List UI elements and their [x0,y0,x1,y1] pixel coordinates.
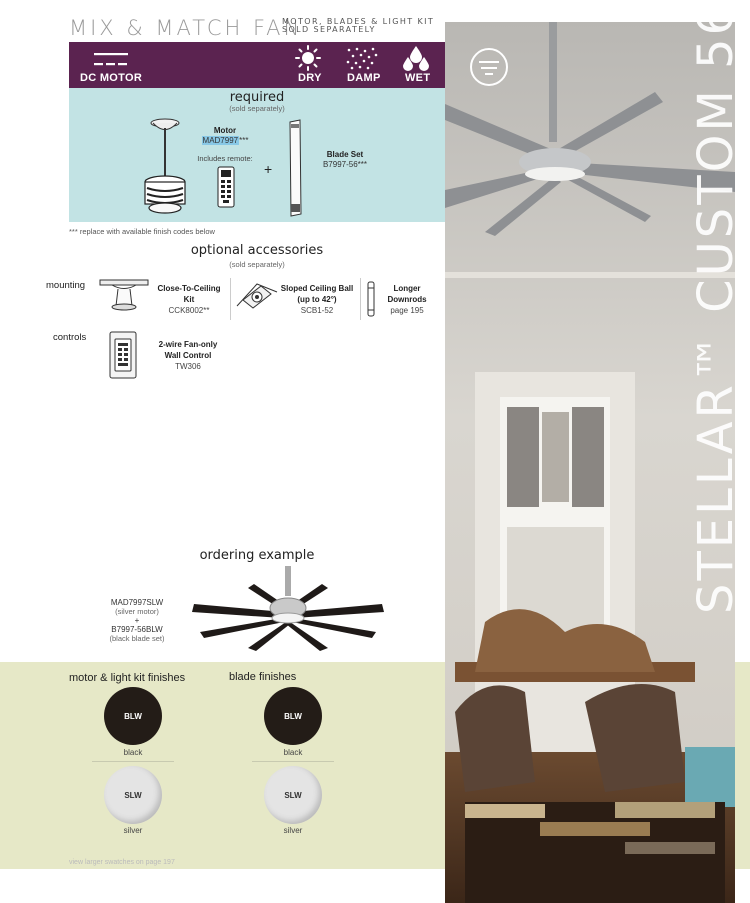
damp-icon [345,46,379,70]
remote-label: Includes remote: [197,154,253,163]
ordering-line-2: (silver motor) [115,607,159,616]
dry-label: DRY [298,72,322,84]
blade-swatch-silver[interactable]: SLW [264,766,322,824]
motor-label: Motor [213,126,237,135]
ordering-plus: + [134,616,140,625]
subtitle-line-1: MOTOR, BLADES & LIGHT KIT [282,17,435,26]
optional-item-3-name-2: Downrods [387,295,427,304]
optional-item-4-name-2: Wall Control [164,351,212,360]
swatch-divider [92,761,174,762]
motor-finishes-heading: motor & light kit finishes [69,672,186,684]
optional-item-2-name-1: Sloped Ceiling Ball [280,284,354,293]
divider [360,278,361,320]
dc-motor-label: DC MOTOR [80,72,143,84]
motor-swatch-black-name: black [123,748,143,757]
subtitle-line-2: SOLD SEPARATELY [282,25,376,34]
ordering-line-3: B7997-56BLW [111,625,163,634]
optional-item-1-code: CCK8002** [168,306,210,315]
motor-image [139,114,191,218]
close-to-ceiling-kit-image [98,278,150,312]
motor-code: MAD7997 [202,136,239,145]
optional-item-1-name-1: Close-To-Ceiling [157,284,221,293]
mounting-label: mounting [46,280,86,291]
blade-swatch-silver-name: silver [283,826,303,835]
ordering-heading: ordering example [199,548,315,563]
ordering-line-1: MAD7997SLW [110,598,164,607]
ordering-line-4: (black blade set) [109,634,165,643]
motor-swatch-black[interactable]: BLW [104,687,162,745]
optional-item-1-name-2: Kit [183,295,195,304]
optional-item-4-name-1: 2-wire Fan-only [158,340,218,349]
feature-bar [69,42,445,88]
sloped-ceiling-ball-image [233,280,279,310]
optional-item-4-code: TW306 [175,362,201,371]
blade-code: B7997-56*** [322,160,368,169]
water-drops-icon [402,45,430,71]
motor-swatch-silver-name: silver [123,826,143,835]
side-title: STELLAR™ CUSTOM 56 [688,1,744,614]
sun-icon [295,45,321,71]
downrod-image [364,280,378,318]
controls-label: controls [53,332,87,343]
blade-label: Blade Set [326,150,364,159]
blade-swatch-black[interactable]: BLW [264,687,322,745]
damp-label: DAMP [347,72,381,84]
wet-label: WET [405,72,431,84]
required-sold-note: (sold separately) [229,104,285,113]
page-title: MIX & MATCH FAN [69,16,303,40]
swatch-note: view larger swatches on page 197 [69,859,175,866]
ordering-codes [96,598,178,643]
optional-item-3-name-1: Longer [393,284,421,293]
divider [230,278,231,320]
motor-swatch-silver[interactable]: SLW [104,766,162,824]
swatch-divider [252,761,334,762]
footnote: *** replace with available finish codes below [69,227,215,236]
optional-heading: optional accessories [190,243,324,258]
required-heading: required [229,90,285,105]
motor-code-suffix: *** [239,136,249,145]
remote-control-image [217,166,235,208]
optional-item-2-name-2: (up to 42°) [297,295,337,304]
optional-item-3-code: page 195 [390,306,424,315]
optional-item-2-code: SCB1-52 [300,306,334,315]
page-subtitle [282,18,434,34]
ordering-fan-image [186,566,392,652]
blade-image [285,118,305,218]
dc-motor-icon [93,50,129,68]
blade-swatch-black-name: black [283,748,303,757]
plus-sign: + [264,161,273,177]
required-section [69,88,445,222]
optional-sold-note: (sold separately) [229,260,285,269]
wall-control-image [108,330,138,380]
blade-finishes-heading: blade finishes [229,671,297,683]
